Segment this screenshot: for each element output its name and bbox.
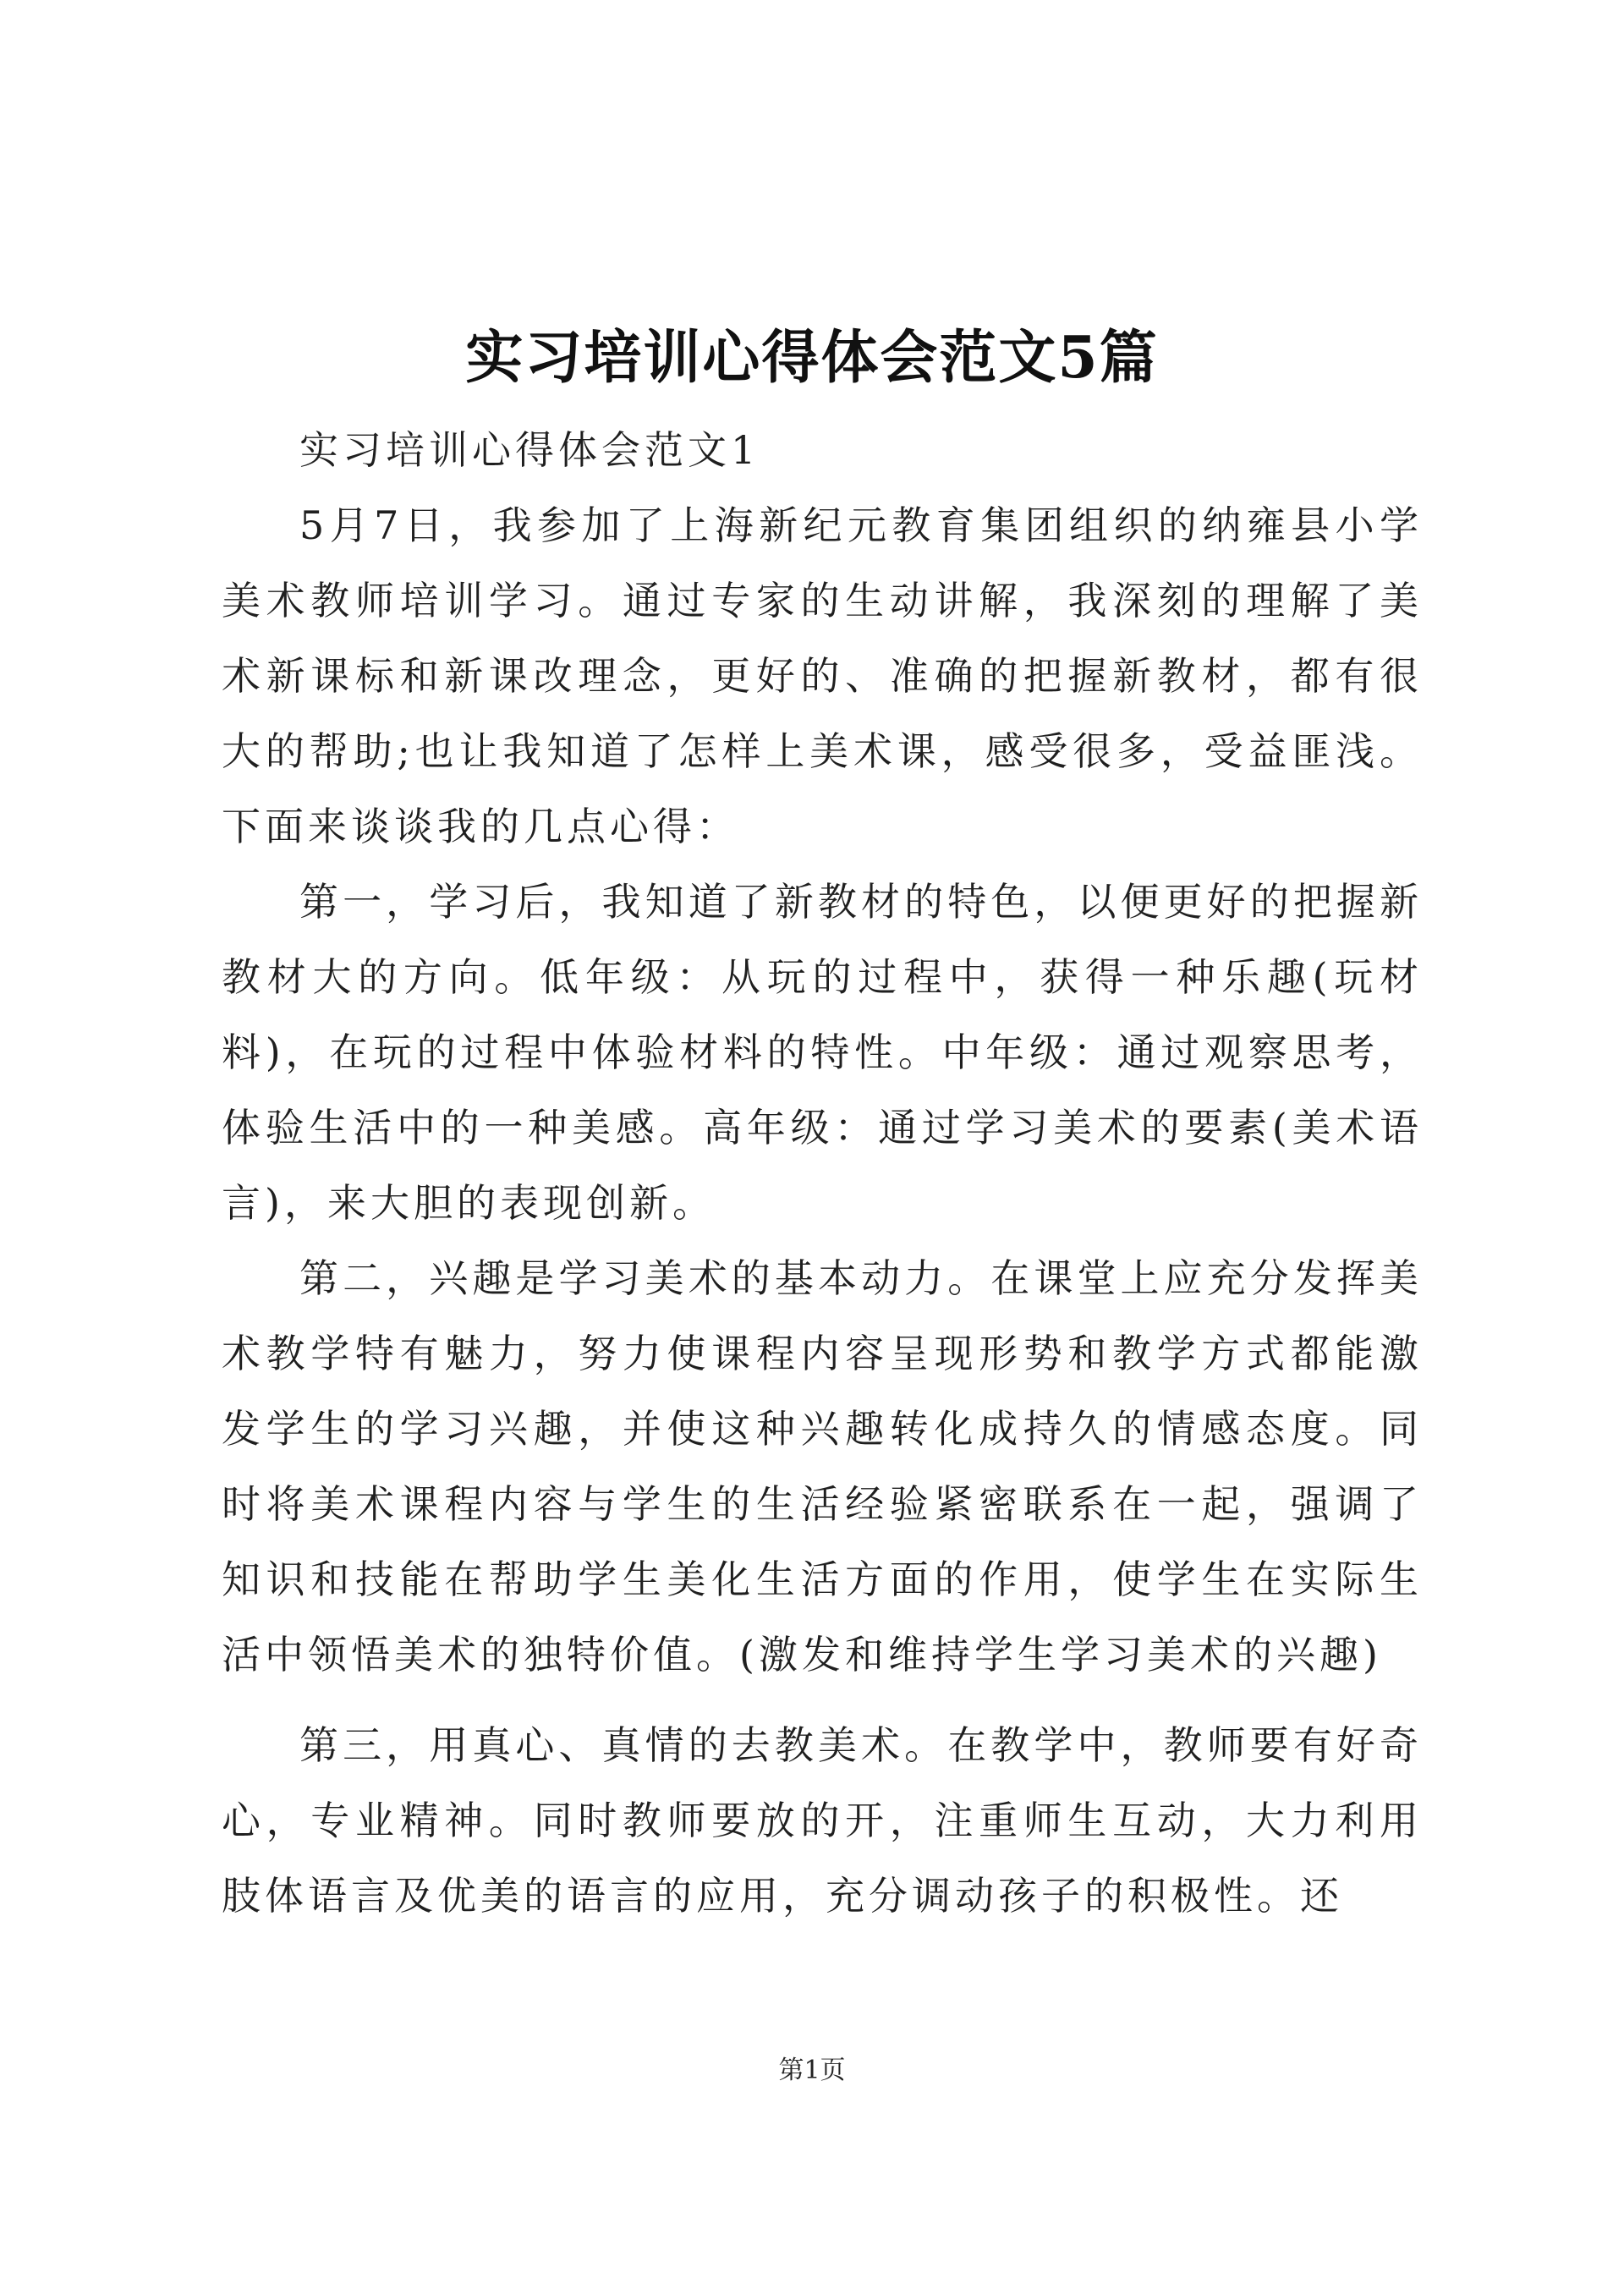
page-number: 第1页 [778, 2056, 846, 2085]
document-title: 实习培训心得体会范文5篇 [465, 324, 1159, 392]
body-paragraph: 第二，兴趣是学习美术的基本动力。在课堂上应充分发挥美术教学特有魅力，努力使课程内容呈现形势和教学方式都能激发学生的学习兴趣，并使这种兴趣转化成持久的情感态度。同时将美术课程内容与学生的生活经验紧密联系在一起，强调了知识和技能在帮助学生美化生活方面的作用，使学生在实际生活中领悟美术的独特价值。(激发和维持学生学习美术的兴趣) [222, 1255, 1423, 1677]
body-paragraph: 第一，学习后，我知道了新教材的特色，以便更好的把握新教材大的方向。低年级：从玩的过程中，获得一种乐趣(玩材料)，在玩的过程中体验材料的特性。中年级：通过观察思考，体验生活中的一种美感。高年级：通过学习美术的要素(美术语言)，来大胆的表现创新。 [222, 879, 1423, 1226]
body-paragraph: 5月7日，我参加了上海新纪元教育集团组织的纳雍县小学美术教师培训学习。通过专家的生动讲解，我深刻的理解了美术新课标和新课改理念，更好的、准确的把握新教材，都有很大的帮助;也让我知道了怎样上美术课，感受很多，受益匪浅。下面来谈谈我的几点心得： [222, 502, 1423, 849]
section-heading: 实习培训心得体会范文1 [299, 427, 760, 473]
body-paragraph: 第三，用真心、真情的去教美术。在教学中，教师要有好奇心，专业精神。同时教师要放的开，注重师生互动，大力利用肢体语言及优美的语言的应用，充分调动孩子的积极性。还 [222, 1722, 1423, 1919]
document-body [222, 413, 1423, 1934]
